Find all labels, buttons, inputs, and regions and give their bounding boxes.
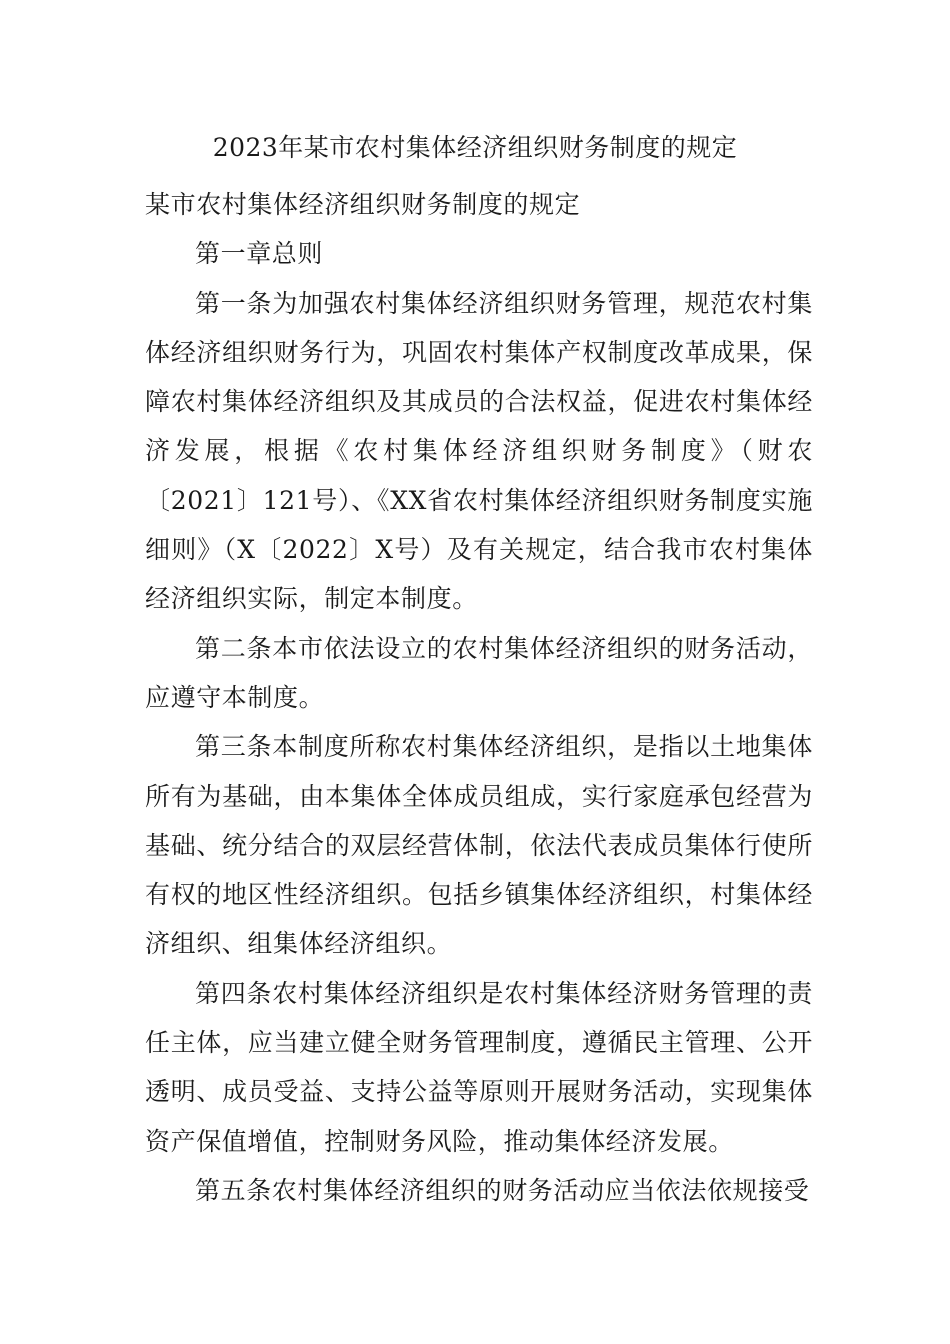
- article-5-paragraph: 第五条农村集体经济组织的财务活动应当依法依规接受: [195, 1175, 810, 1205]
- document-subtitle: 某市农村集体经济组织财务制度的规定: [145, 190, 581, 219]
- article-3-paragraph: 第三条本制度所称农村集体经济组织，是指以土地集体所有为基础，由本集体全体成员组成，实行家庭承包经营为基础、统分结合的双层经营体制，依法代表成员集体行使所有权的地区性经济组织。包括乡镇集体经济组织，村集体经济组织、组集体经济组织。: [145, 732, 813, 959]
- document-title: 2023年某市农村集体经济组织财务制度的规定: [212, 133, 738, 162]
- document-body: [145, 180, 813, 1215]
- chapter-heading: 第一章总则: [195, 239, 324, 269]
- article-4-paragraph: 第四条农村集体经济组织是农村集体经济财务管理的责任主体，应当建立健全财务管理制度，遵循民主管理、公开透明、成员受益、支持公益等原则开展财务活动，实现集体资产保值增值，控制财务风险，推动集体经济发展。: [145, 978, 813, 1156]
- article-2-paragraph: 第二条本市依法设立的农村集体经济组织的财务活动，应遵守本制度。: [145, 633, 813, 712]
- article-1-paragraph: 第一条为加强农村集体经济组织财务管理，规范农村集体经济组织财务行为，巩固农村集体产权制度改革成果，保障农村集体经济组织及其成员的合法权益，促进农村集体经济发展，根据《农村集体经济组织财务制度》（财农〔2021〕121号）、《XX省农村集体经济组织财务制度实施细则》（X〔2022〕X号）及有关规定，结合我市农村集体经济组织实际，制定本制度。: [145, 288, 813, 614]
